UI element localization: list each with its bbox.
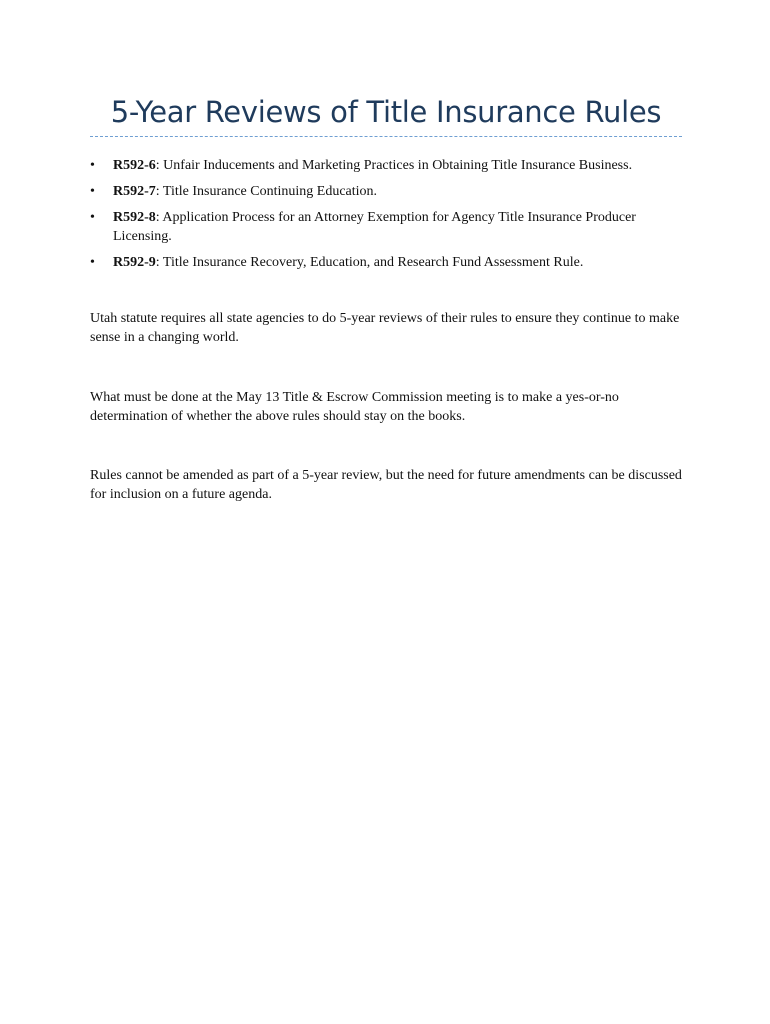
- rule-code: R592-8: [113, 210, 156, 225]
- rule-list-item: [90, 182, 690, 201]
- meeting-paragraph: What must be done at the May 13 Title & Escrow Commission meeting is to make a yes-or-no determination of whether the above rules should stay on the books.: [90, 390, 619, 424]
- rules-list: [90, 156, 690, 279]
- rule-list-item: [90, 156, 690, 175]
- statute-paragraph: Utah statute requires all state agencies to do 5-year reviews of their rules to ensure they continue to make sense in a changing world.: [90, 311, 680, 345]
- rule-description: : Title Insurance Recovery, Education, and Research Fund Assessment Rule.: [155, 255, 584, 270]
- amendments-paragraph: Rules cannot be amended as part of a 5-year review, but the need for future amendments can be discussed for inclusion on a future agenda.: [90, 468, 682, 502]
- title-underline: [90, 136, 682, 137]
- rule-description: : Unfair Inducements and Marketing Practices in Obtaining Title Insurance Business.: [155, 158, 633, 173]
- bullet-icon: •: [90, 184, 95, 199]
- rule-description: : Application Process for an Attorney Exemption for Agency Title Insurance Producer Licensing.: [113, 210, 636, 244]
- document-title: 5-Year Reviews of Title Insurance Rules: [110, 95, 662, 129]
- rule-code: R592-6: [113, 158, 156, 173]
- bullet-icon: •: [90, 210, 95, 225]
- bullet-icon: •: [90, 158, 95, 173]
- rule-code: R592-7: [113, 184, 156, 199]
- rule-list-item: [90, 253, 690, 272]
- rule-description: : Title Insurance Continuing Education.: [155, 184, 378, 199]
- rule-list-item: [90, 208, 690, 246]
- rule-code: R592-9: [113, 255, 156, 270]
- bullet-icon: •: [90, 255, 95, 270]
